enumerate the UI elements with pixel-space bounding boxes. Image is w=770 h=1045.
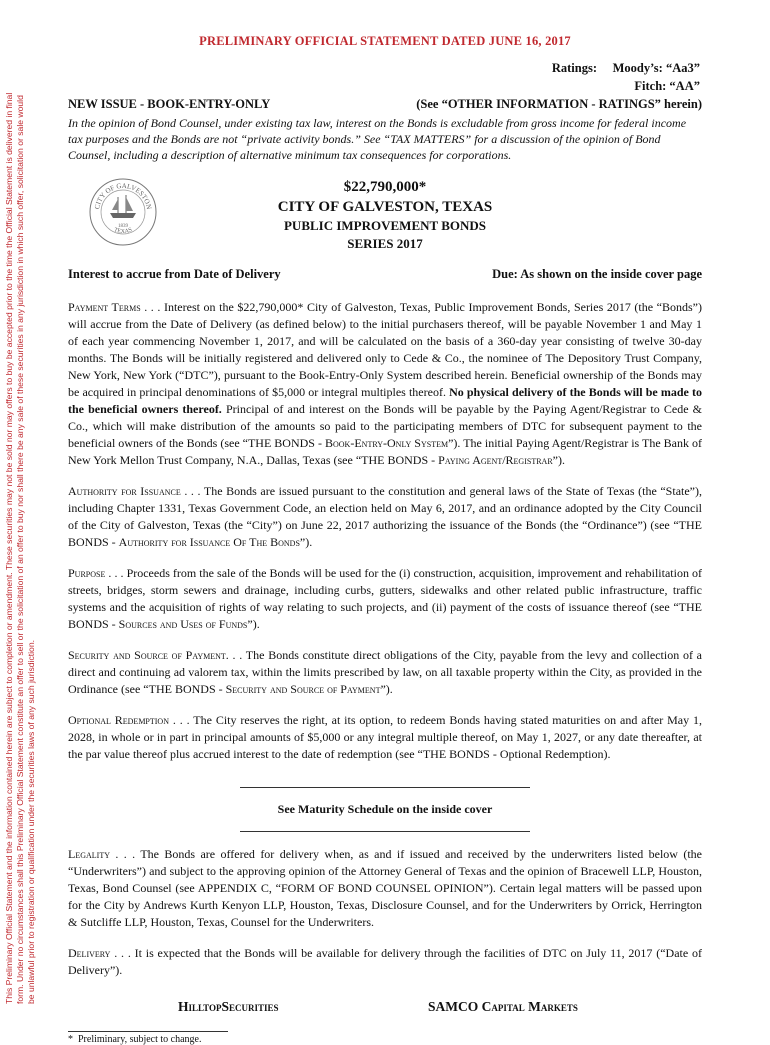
security-paragraph: Security and Source of Payment. . . The Bonds constitute direct obligations of the City, payable from the levy and collection of a direct and continuing ad valorem tax, within the limits prescribed by law, on all taxable property within the City, as provided in the Ordinance (see “THE BONDS - Security and Source of Payment”). xyxy=(68,648,703,696)
cover-page xyxy=(68,34,702,1045)
rating-fitch: Fitch: “AA” xyxy=(634,79,700,93)
ratings-block xyxy=(68,49,702,111)
legend-line-1: This Preliminary Official Statement and the information contained herein are subject to completion or amendment. These securities may not be sold nor may offers to buy be accepted prior to the time the Official Statement is delivered in final xyxy=(4,92,14,1004)
legality-paragraph: Legality . . . The Bonds are offered for delivery when, as and if issued and received by the underwriters listed below (the “Underwriters”) and subject to the approving opinion of the Attorney General of Texas and the opinion of Bracewell LLP, Houston, Texas, Bond Counsel (see APPENDIX C, “FORM OF BOND COUNSEL OPINION”). Certain legal matters will be passed upon for the City by Andrews Kurth Kenyon LLP, Houston, Texas, Disclosure Counsel, and for the Underwriters by Orrick, Herrington & Sutcliffe LLP, Houston, Texas, Counsel for the Underwriters. xyxy=(68,847,702,929)
authority-heading: Authority for Issuance . . . xyxy=(68,484,201,498)
underwriters-row xyxy=(68,999,702,1021)
preliminary-heading: PRELIMINARY OFFICIAL STATEMENT DATED JUNE 16, 2017 xyxy=(199,34,571,48)
svg-text:TEXAS: TEXAS xyxy=(112,227,134,236)
optional-redemption-heading: Optional Redemption . . . xyxy=(68,713,190,727)
interest-accrual: Interest to accrue from Date of Delivery xyxy=(68,267,281,281)
dates-row xyxy=(68,267,702,285)
red-herring-legend xyxy=(4,0,68,1024)
legend-line-3: be unlawful prior to registration or qualification under the securities laws of any such jurisdiction. xyxy=(26,640,37,1004)
security-heading: Security and Source of Payment. . . xyxy=(68,648,243,662)
legend-line-2: form. Under no circumstances shall this Preliminary Official Statement constitute an offer to sell or the solicitation of an offer to buy nor shall there be any sale of these securities in any jurisdiction in which such offer, solicitation or sale would xyxy=(15,95,26,1004)
underwriter-samco: SAMCO Capital Markets xyxy=(428,999,578,1014)
rating-moodys: Ratings: Moody’s: “Aa3” xyxy=(551,61,700,75)
footnote: * Preliminary, subject to change. xyxy=(68,1034,202,1045)
authority-paragraph: Authority for Issuance . . . The Bonds are issued pursuant to the constitution and general laws of the State of Texas (the “State”), including Chapter 1331, Texas Government Code, an election held on May 6, 2017, and an ordinance adopted by the City Council of the City of Galveston, Texas (the “City”) on June 22, 2017 authorizing the issuance of the Bonds (the “Ordinance”) (see “THE BONDS - Authority for Issuance Of The Bonds”). xyxy=(68,484,702,549)
payment-terms-heading: Payment Terms . . . xyxy=(68,300,161,314)
svg-text:1839: 1839 xyxy=(118,224,128,229)
title-block xyxy=(68,177,702,255)
bond-counsel-opinion: In the opinion of Bond Counsel, under existing tax law, interest on the Bonds is excludable from gross income for federal income tax purposes and the Bonds are not “private activity bonds.” See “TAX MATTERS” for a discussion of the opinion of Bond Counsel, including a description of alternative minimum tax consequences for corporations. xyxy=(68,116,687,162)
purpose-heading: Purpose . . . xyxy=(68,566,124,580)
due-note: Due: As shown on the inside cover page xyxy=(492,267,702,281)
delivery-paragraph: Delivery . . . It is expected that the Bonds will be available for delivery through the facilities of DTC on July 11, 2017 (“Date of Delivery”). xyxy=(68,946,702,977)
city-seal-icon xyxy=(88,177,158,247)
maturity-schedule-note: See Maturity Schedule on the inside cover xyxy=(277,802,493,816)
purpose-paragraph: Purpose . . . Proceeds from the sale of the Bonds will be used for the (i) construction, acquisition, improvement and rehabilitation of streets, bridges, storm sewers and drainage, including curbs, gutters, sidewalks and other related public infrastructure, traffic systems and the acquisition of rights of way relating to such projects, and (ii) payment of the costs of issuance thereof (see “THE BONDS - Sources and Uses of Funds”). xyxy=(68,566,702,631)
delivery-heading: Delivery . . . xyxy=(68,946,131,960)
underwriter-hilltop: HilltopSecurities xyxy=(178,999,279,1014)
bond-title: PUBLIC IMPROVEMENT BONDS xyxy=(283,218,486,233)
maturity-box xyxy=(68,787,702,832)
title-stack xyxy=(68,177,702,253)
divider xyxy=(240,831,530,832)
divider xyxy=(240,787,530,788)
legality-heading: Legality . . . xyxy=(68,847,136,861)
footnote-divider xyxy=(68,1031,228,1032)
optional-redemption-paragraph: Optional Redemption . . . The City reserves the right, at its option, to redeem Bonds having stated maturities on and after May 1, 2028, in whole or in part in principal amounts of $5,000 or any integral multiple thereof, on May 1, 2027, or any date thereafter, at the par value thereof plus accrued interest to the date of redemption (see “THE BONDS - Optional Redemption). xyxy=(68,713,702,761)
issue-amount: $22,790,000* xyxy=(343,179,427,195)
payment-terms-paragraph: Payment Terms . . . Interest on the $22,790,000* City of Galveston, Texas, Public Improvement Bonds, Series 2017 (the “Bonds”) will accrue from the Date of Delivery (as defined below) to the initial purchasers thereof, will be payable November 1 and May 1 of each year commencing November 1, 2017, and will be calculated on the basis of a 360-day year consisting of twelve 30-day months. The Bonds will be initially registered and delivered only to Cede & Co., the nominee of The Depository Trust Company, New York, New York (“DTC”), pursuant to the Book-Entry-Only System described herein. Beneficial ownership of the Bonds may be acquired in principal denominations of $5,000 or integral multiples thereof. No physical delivery of the Bonds will be made to the beneficial owners thereof. Principal of and interest on the Bonds will be payable by the Paying Agent/Registrar to Cede & Co., which will make distribution of the amounts so paid to the participating members of DTC for subsequent payment to the beneficial owners of the Bonds (see “THE BONDS - Book-Entry-Only System”). The initial Paying Agent/Registrar is The Bank of New York Mellon Trust Company, N.A., Dallas, Texas (see “THE BONDS - Paying Agent/Registrar”). xyxy=(68,300,703,467)
see-ratings-note: (See “OTHER INFORMATION - RATINGS” herein) xyxy=(416,97,702,111)
series-title: SERIES 2017 xyxy=(347,236,423,251)
no-physical-delivery-note: No physical delivery of the Bonds will be made to the beneficial owners thereof. xyxy=(68,385,702,416)
issuer-name: CITY OF GALVESTON, TEXAS xyxy=(277,199,493,215)
svg-text:CITY OF GALVESTON: CITY OF GALVESTON xyxy=(93,181,153,210)
new-issue-label: NEW ISSUE - BOOK-ENTRY-ONLY xyxy=(68,97,271,111)
